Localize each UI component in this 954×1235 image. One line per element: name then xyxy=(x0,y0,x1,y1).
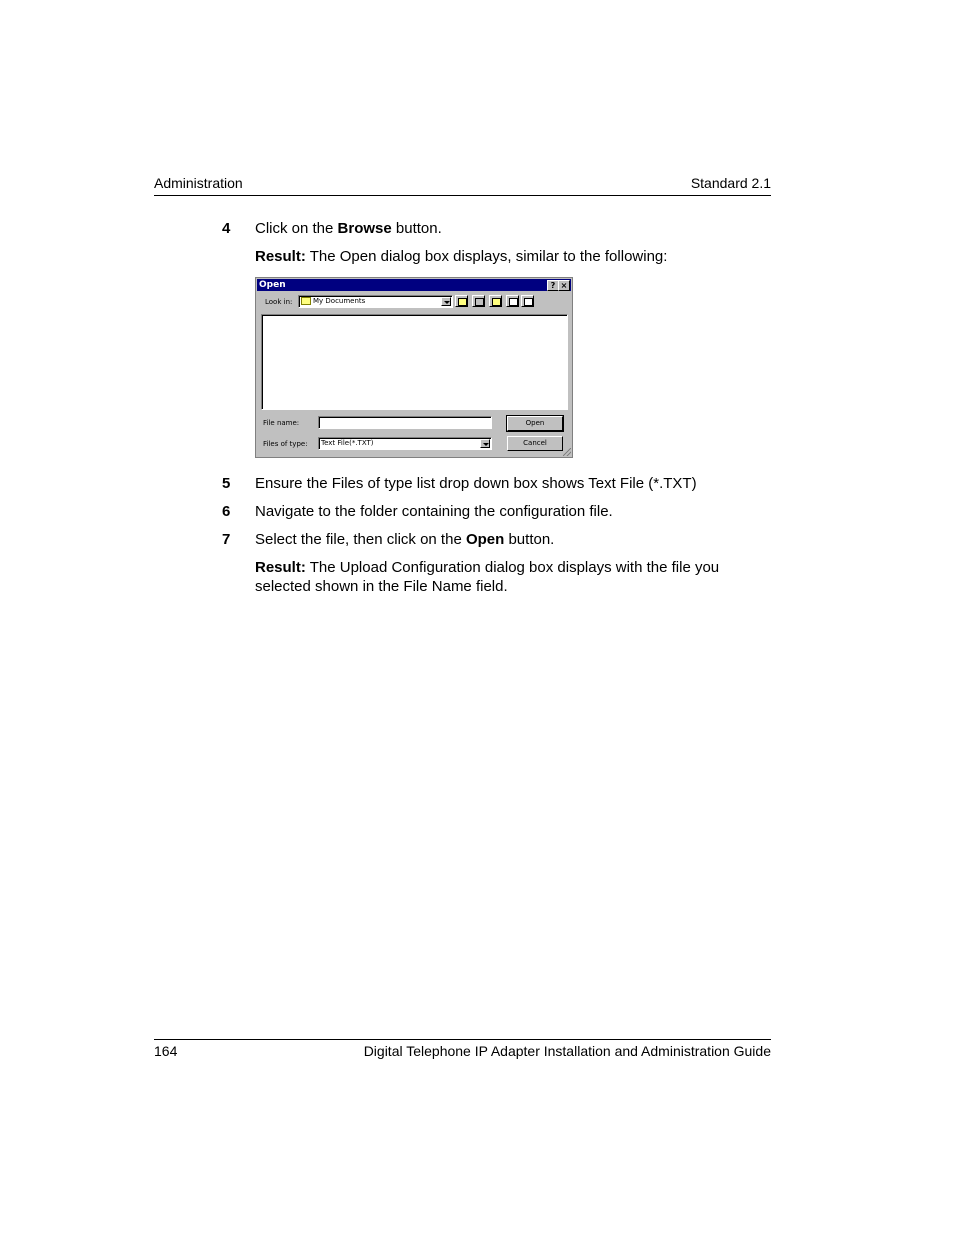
step-number: 6 xyxy=(222,503,231,520)
page-number: 164 xyxy=(154,1043,178,1059)
step-text: Navigate to the folder containing the configuration file. xyxy=(255,503,613,520)
result-paragraph-2: Result: The Upload Configuration dialog box displays with the file you selected shown in the File Name field. xyxy=(255,559,720,595)
step-text: Click on the Browse button. xyxy=(255,220,442,237)
folder-icon xyxy=(301,297,311,305)
list-view-button[interactable] xyxy=(506,295,519,307)
look-in-combo[interactable]: My Documents xyxy=(298,295,453,308)
up-one-level-button[interactable] xyxy=(455,295,468,307)
step-number: 4 xyxy=(222,220,231,237)
list-view-icon xyxy=(509,298,518,306)
cancel-button[interactable]: Cancel xyxy=(507,436,563,451)
step-number: 7 xyxy=(222,531,231,548)
resize-grip-icon[interactable] xyxy=(563,448,571,456)
up-folder-icon xyxy=(458,298,467,306)
desktop-button[interactable] xyxy=(472,295,485,307)
result-label: Result: xyxy=(255,559,306,576)
help-button[interactable]: ? xyxy=(547,280,559,291)
files-of-type-label: Files of type: xyxy=(263,440,308,448)
file-name-label: File name: xyxy=(263,419,300,427)
result-label: Result: xyxy=(255,248,306,265)
page-header xyxy=(154,175,771,196)
new-folder-icon xyxy=(492,298,501,306)
step-text: Select the file, then click on the Open button. xyxy=(255,531,555,548)
close-button[interactable]: × xyxy=(558,280,570,291)
page-footer xyxy=(154,1039,771,1059)
file-list[interactable] xyxy=(261,314,568,410)
file-name-input[interactable] xyxy=(318,416,492,429)
desktop-icon xyxy=(475,298,484,306)
details-view-icon xyxy=(524,298,533,306)
result-paragraph: Result: The Open dialog box displays, similar to the following: xyxy=(255,248,668,265)
chevron-down-icon[interactable] xyxy=(480,439,490,448)
files-of-type-select[interactable]: Text File(*.TXT) xyxy=(318,437,492,450)
dialog-title-bar xyxy=(257,279,571,291)
header-standard: Standard 2.1 xyxy=(690,175,771,191)
open-button[interactable]: Open xyxy=(507,416,563,431)
guide-title: Digital Telephone IP Adapter Installation and Administration Guide xyxy=(363,1043,771,1059)
open-dialog xyxy=(255,277,573,458)
dialog-title: Open xyxy=(259,280,286,290)
look-in-label: Look in: xyxy=(265,298,293,306)
step-number: 5 xyxy=(222,475,231,492)
chevron-down-icon[interactable] xyxy=(441,297,451,306)
new-folder-button[interactable] xyxy=(489,295,502,307)
details-view-button[interactable] xyxy=(521,295,534,307)
step-text: Ensure the Files of type list drop down box shows Text File (*.TXT) xyxy=(255,475,697,492)
header-section: Administration xyxy=(154,175,243,191)
